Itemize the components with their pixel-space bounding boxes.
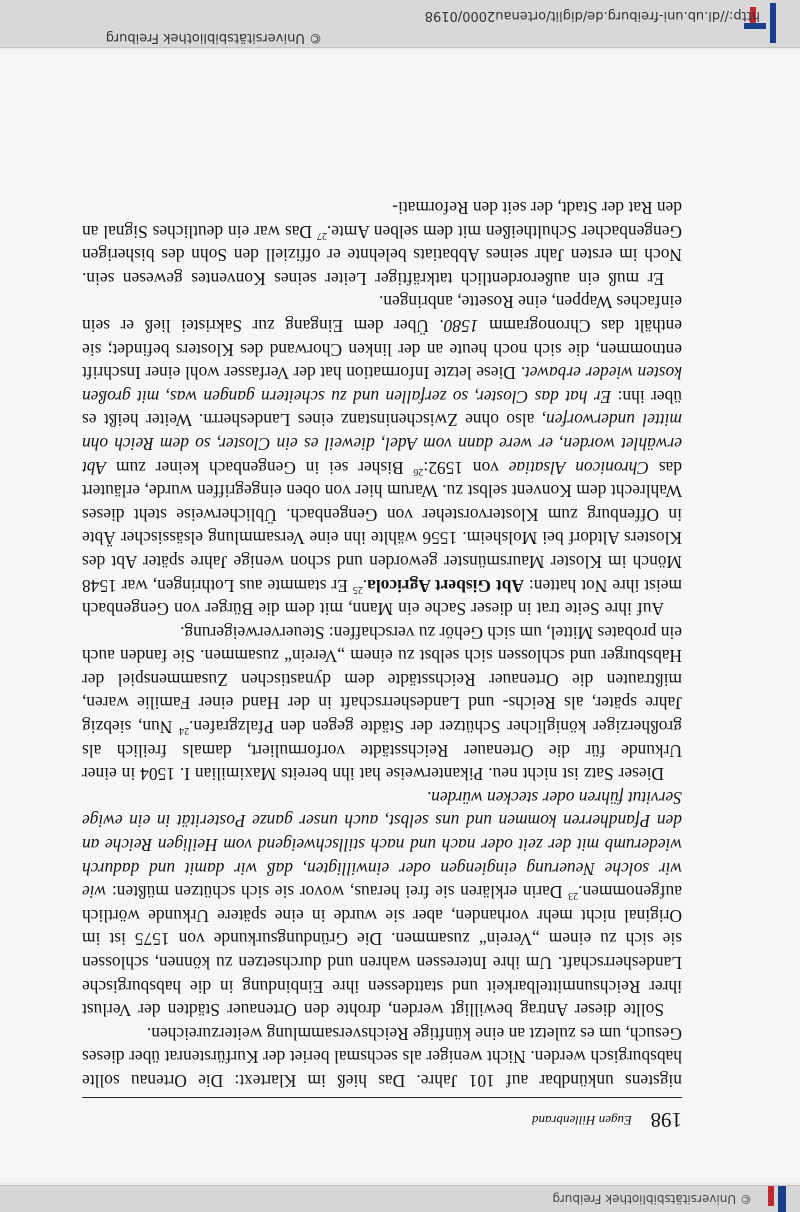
paragraph xyxy=(82,1021,682,1092)
library-logo-icon xyxy=(760,1186,796,1212)
text-run: wie wir solche Neuerung eingiengen oder einwilligten, daß wir damit und dadurch wiederumb mit der zeit oder nach und nach stillschweigend vom Heiligen Reiche an den Pfandherren kommen und uns selbst, auch unser ganze Posterität in ein ewige Servitut führen oder stecken würden. xyxy=(82,787,682,903)
text-run: Er muß ein außerordentlich tatkräftiger Leiter seines Konventes gewesen sein. Noch im ersten Jahr seines Abbatiats belehnte er offiziell den Sohn des bisherigen Gengenbacher Schultheißen mit dem selben Amte. xyxy=(82,221,682,289)
text-run: Abt Gisbert Agricola xyxy=(367,575,524,596)
text-run: Bisher sei in Gengenbach keiner zum xyxy=(106,457,414,478)
text-run: Das war ein deutliches Signal an den Rat der Stadt, der seit den Reformati- xyxy=(82,198,682,242)
text-run: 1580 xyxy=(443,316,479,336)
text-run: Auf ihre Seite trat in dieser Sache ein Mann, mit dem die Bürger von Gengenbach meist ihre Not hatten: xyxy=(82,575,682,620)
paragraph xyxy=(82,195,682,289)
text-run: Nun, siebzig Jahre später, als Reichs- und Landesherrschaft in der Hand einer Familie waren, mißtrauten die Ortenauer Reichsstädte dem dynastischen Zusammenspiel der Habsburger und schlossen sich selbst zu einem „Verein“ zusammen. Sie fanden auch ein probates Mittel, um sich Gehör zu verschaffen: Steuerverweigerung. xyxy=(82,622,682,738)
text-run: Diese letzte Information hat der Verfasser wohl einer Inschrift entnommen, die sich noch heute an der linken Chorwand des Klosters befindet; sie enthält das Chronogramm xyxy=(82,316,682,384)
paragraph xyxy=(82,620,682,785)
text-run: . Über dem Eingang zur Sakristei ließ er sein einfaches Wappen, eine Rosette, anbringen. xyxy=(82,292,682,336)
permalink-url[interactable]: http://dl.ub.uni-freiburg.de/diglit/ortenau2000/0198 xyxy=(424,8,760,23)
footnote-marker: 26 xyxy=(413,465,424,477)
text-run: . xyxy=(362,575,368,596)
paragraph xyxy=(82,290,682,620)
text-run: nigstens unkündbar auf 101 Jahre. Das hieß im Klartext: Die Ortenau sollte habsburgisch werden. Nicht weniger als sechsmal beriet der Kurfürstenrat über dieses Gesuch, um es zuletzt an eine künftige Reichsversammlung weiterzureichen. xyxy=(82,1023,682,1091)
viewer-top-bar xyxy=(0,1185,800,1212)
running-author: Eugen Hillenbrand xyxy=(531,1113,632,1128)
copyright-credit: © Universitätsbibliothek Freiburg xyxy=(105,30,322,45)
text-run: Darin erklären sie frei heraus, wovor sie sich schützen müßten: xyxy=(106,882,569,903)
text-run: von 1592: xyxy=(423,457,509,478)
text-run: Er stammte aus Lothringen, war 1548 Mönch im Kloster Maursmünster geworden und schon wenige Jahre später Abt des Klosters Altdorf bei Molsheim. 1556 wählte ihn eine Versammlung elsässischer Äbte in Offenburg zum Klostervorsteher von Gengenbach. Üblicherweise steht dieses Wahlrecht dem Konvent selbst zu. Warum hier von oben eingegriffen wurde, erläutert das xyxy=(81,457,682,596)
text-run: Er hat das Closter, so zerfallen und zu scheitern gangen was, mit großen kosten wieder erbawet. xyxy=(82,363,682,407)
running-header xyxy=(82,1097,682,1138)
text-run: Abt erwählet worden, er were dann vom Adel, dieweil es ein Closter, so dem Reich ohn mittel underworfen, xyxy=(82,410,682,478)
text-run: Chronicon Alsatiae xyxy=(508,457,649,478)
footnote-marker: 25 xyxy=(352,583,363,595)
footnote-marker: 27 xyxy=(316,229,327,241)
footnote-marker: 23 xyxy=(568,890,579,902)
footnote-marker: 24 xyxy=(179,724,190,736)
copyright-credit: © Universitätsbibliothek Freiburg xyxy=(552,1192,752,1206)
paragraph xyxy=(82,785,682,1021)
viewer-footer-bar xyxy=(0,0,800,48)
page-number: 198 xyxy=(650,1108,682,1132)
body-text xyxy=(82,195,682,1092)
text-run: Dieser Satz ist nicht neu. Pikanterweise hat ihn bereits Maximilian I. 1504 in einer Urkunde für die Ortenauer Reichsstädte vorformuliert, damals freilich als großherziger königlicher Schützer der Städte gegen den Pfalzgrafen. xyxy=(82,717,682,785)
text-run: Sollte dieser Antrag bewilligt werden, drohte den Ortenauer Städten der Verlust ihrer Reichsunmittelbarkeit und stattdessen ihre Einbindung in die habsburgische Landesherrschaft. Um ihre Interessen wahren und durchsetzen zu können, schlossen sie sich zu einem „Verein“ zusammen. Die Gründungsurkunde von 1575 ist im Original nicht mehr vorhanden, aber sie wurde in eine spätere Urkunde wörtlich aufgenommen. xyxy=(82,882,682,1021)
text-run: also ohne Zwischeninstanz eines Landesherrn. Weiter heißt es über ihn: xyxy=(82,386,682,431)
scanned-page xyxy=(0,50,800,1182)
